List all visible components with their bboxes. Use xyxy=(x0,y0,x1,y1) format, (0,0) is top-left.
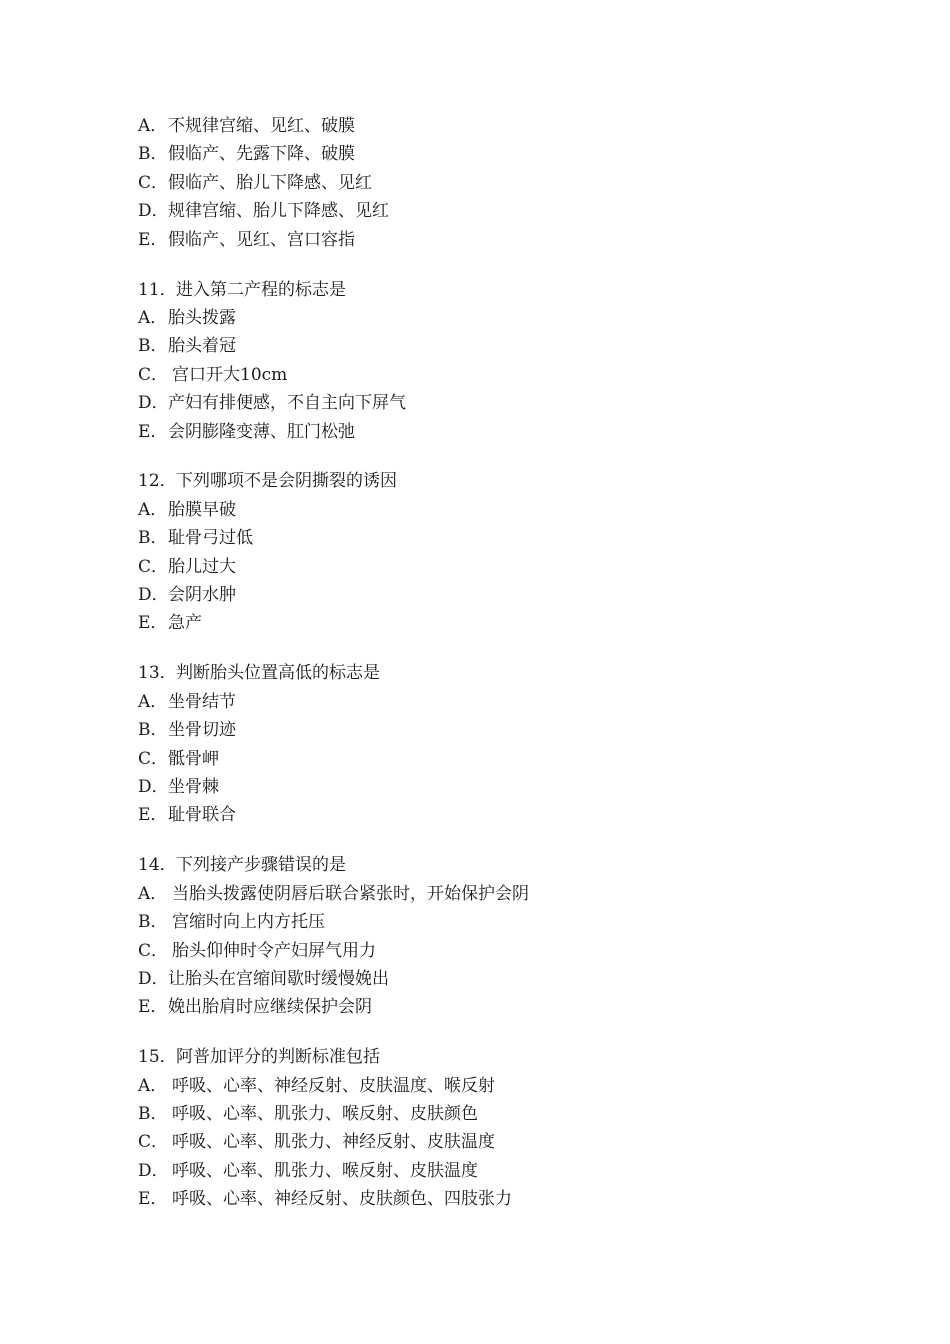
question-text: 下列接产步骤错误的是 xyxy=(176,855,346,876)
question-number: 14． xyxy=(138,855,177,876)
question-text: 判断胎头位置高低的标志是 xyxy=(176,663,380,684)
option-c xyxy=(138,937,838,965)
option-a xyxy=(138,496,838,524)
option-text: 不规律宫缩、见红、破膜 xyxy=(168,116,355,136)
question-title xyxy=(138,1043,838,1071)
option-e xyxy=(138,609,838,637)
option-text: 产妇有排便感，不自主向下屏气 xyxy=(168,393,406,414)
question-block-13 xyxy=(138,659,838,829)
option-letter: D． xyxy=(138,968,169,989)
question-block-continued xyxy=(138,112,838,254)
question-text: 下列哪项不是会阴撕裂的诱因 xyxy=(176,471,397,492)
option-b xyxy=(138,524,838,552)
option-d xyxy=(138,389,838,417)
option-letter: B． xyxy=(138,528,168,549)
option-letter: A． xyxy=(138,116,168,136)
option-letter: E． xyxy=(138,805,168,826)
option-d xyxy=(138,965,838,993)
option-a xyxy=(138,688,838,716)
option-text: 宫缩时向上内方托压 xyxy=(172,912,325,933)
question-number: 13． xyxy=(138,663,177,684)
option-d xyxy=(138,1157,838,1185)
question-number: 15． xyxy=(138,1047,177,1068)
option-text: 呼吸、心率、肌张力、神经反射、皮肤温度 xyxy=(172,1132,495,1153)
option-letter: E． xyxy=(138,421,168,442)
option-letter: E． xyxy=(138,1189,168,1210)
option-b xyxy=(138,140,838,168)
option-letter: E． xyxy=(138,997,168,1018)
option-b xyxy=(138,1100,838,1128)
option-letter: C． xyxy=(138,1132,169,1153)
option-text: 胎膜早破 xyxy=(168,499,236,520)
option-text: 规律宫缩、胎儿下降感、见红 xyxy=(168,201,389,222)
option-text: 急产 xyxy=(168,613,202,634)
question-text: 阿普加评分的判断标准包括 xyxy=(176,1047,380,1068)
option-text: 会阴水肿 xyxy=(168,585,236,606)
question-block-12 xyxy=(138,467,838,637)
option-letter: B． xyxy=(138,912,168,933)
question-number: 12． xyxy=(138,471,177,492)
option-letter: A． xyxy=(138,307,168,328)
option-a xyxy=(138,1072,838,1100)
option-letter: C． xyxy=(138,940,169,961)
option-letter: B． xyxy=(138,1104,168,1125)
option-letter: A． xyxy=(138,691,168,712)
option-a xyxy=(138,304,838,332)
option-a xyxy=(138,880,838,908)
option-letter: D． xyxy=(138,393,169,414)
document-page xyxy=(138,112,838,1235)
option-letter: D． xyxy=(138,776,169,797)
option-letter: A． xyxy=(138,499,168,520)
option-letter: B． xyxy=(138,336,168,357)
option-text: 当胎头拨露使阴唇后联合紧张时，开始保护会阴 xyxy=(172,883,529,904)
option-text: 胎头拨露 xyxy=(168,307,236,328)
option-c xyxy=(138,169,838,197)
question-title xyxy=(138,276,838,304)
option-text: 假临产、先露下降、破膜 xyxy=(168,144,355,165)
question-block-11 xyxy=(138,276,838,446)
option-d xyxy=(138,773,838,801)
question-block-15 xyxy=(138,1043,838,1213)
option-c xyxy=(138,361,838,389)
option-text: 耻骨联合 xyxy=(168,805,236,826)
option-text: 会阴膨隆变薄、肛门松弛 xyxy=(168,421,355,442)
option-letter: B． xyxy=(138,720,168,741)
option-text: 坐骨切迹 xyxy=(168,720,236,741)
option-text: 娩出胎肩时应继续保护会阴 xyxy=(168,997,372,1018)
option-text: 呼吸、心率、神经反射、皮肤温度、喉反射 xyxy=(172,1075,495,1096)
question-title xyxy=(138,659,838,687)
option-b xyxy=(138,332,838,360)
option-text: 耻骨弓过低 xyxy=(168,528,253,549)
question-title xyxy=(138,467,838,495)
option-letter: A． xyxy=(138,1075,168,1096)
option-e xyxy=(138,226,838,254)
option-d xyxy=(138,197,838,225)
option-text: 呼吸、心率、肌张力、喉反射、皮肤温度 xyxy=(172,1160,478,1181)
option-text: 骶骨岬 xyxy=(168,748,219,769)
option-a xyxy=(138,112,838,140)
option-text: 胎儿过大 xyxy=(168,556,236,577)
question-title xyxy=(138,851,838,879)
option-letter: D． xyxy=(138,1160,169,1181)
option-text: 假临产、胎儿下降感、见红 xyxy=(168,172,372,193)
option-text: 呼吸、心率、肌张力、喉反射、皮肤颜色 xyxy=(172,1104,478,1125)
option-text: 让胎头在宫缩间歇时缓慢娩出 xyxy=(168,968,389,989)
option-letter: C． xyxy=(138,556,169,577)
option-c xyxy=(138,1128,838,1156)
option-text: 坐骨棘 xyxy=(168,776,219,797)
option-letter: D． xyxy=(138,201,169,222)
option-d xyxy=(138,581,838,609)
option-e xyxy=(138,801,838,829)
option-c xyxy=(138,745,838,773)
question-text: 进入第二产程的标志是 xyxy=(176,279,346,300)
option-c xyxy=(138,553,838,581)
option-letter: E． xyxy=(138,229,168,250)
option-e xyxy=(138,1185,838,1213)
option-b xyxy=(138,908,838,936)
option-b xyxy=(138,716,838,744)
option-letter: C． xyxy=(138,748,169,769)
question-block-14 xyxy=(138,851,838,1021)
option-text: 呼吸、心率、神经反射、皮肤颜色、四肢张力 xyxy=(172,1189,512,1210)
option-e xyxy=(138,993,838,1021)
option-letter: A． xyxy=(138,883,168,904)
option-text: 宫口开大10cm xyxy=(172,364,288,385)
option-text: 胎头仰伸时令产妇屏气用力 xyxy=(172,940,376,961)
option-letter: C． xyxy=(138,364,169,385)
option-letter: D． xyxy=(138,585,169,606)
question-number: 11． xyxy=(138,279,177,300)
option-e xyxy=(138,418,838,446)
option-text: 坐骨结节 xyxy=(168,691,236,712)
option-text: 胎头着冠 xyxy=(168,336,236,357)
option-letter: B． xyxy=(138,144,168,165)
option-letter: C． xyxy=(138,172,169,193)
option-text: 假临产、见红、宫口容指 xyxy=(168,229,355,250)
option-letter: E． xyxy=(138,613,168,634)
